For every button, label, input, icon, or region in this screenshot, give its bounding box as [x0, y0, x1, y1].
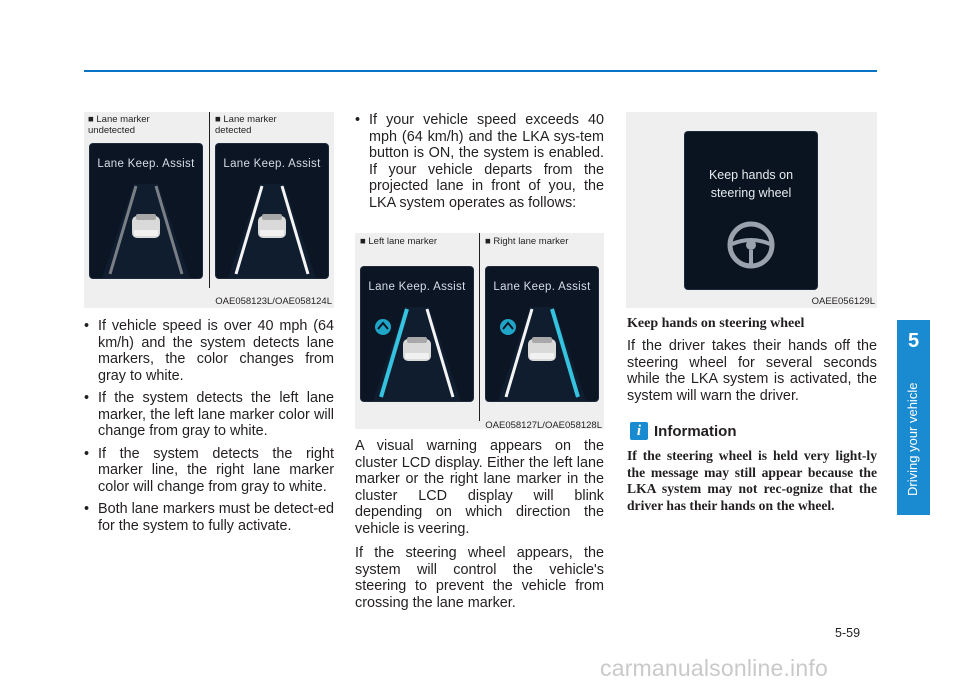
section-number: 5 [907, 330, 920, 352]
column-1-text [84, 318, 334, 540]
road-graphic [90, 144, 202, 278]
screen-title: Lane Keep. Assist [223, 158, 321, 170]
road-graphic [361, 267, 473, 401]
road-graphic [216, 144, 328, 278]
figure2-caption: OAE058127L/OAE058128L [485, 420, 602, 431]
information-title: Information [654, 422, 737, 440]
column-3-text [627, 338, 877, 412]
figure1-caption: OAE058123L/OAE058124L [215, 296, 332, 307]
steering-wheel-icon [726, 220, 776, 270]
cluster-screen-detected [216, 144, 328, 278]
section-title: Driving your vehicle [905, 382, 920, 496]
paragraph: If the driver takes their hands off the steering wheel for several seconds while the LKA system is activated, the system will warn the driver. [627, 338, 877, 404]
cluster-screen-hands-warning [685, 132, 817, 289]
figure2-tag-right: ■ Right lane marker [485, 236, 569, 247]
figure-lane-marker-detection [84, 112, 334, 308]
information-text: If the steering wheel is held very light-ly the message may still appear because the LKA system may not rec-ognize that the driver has their hands on the wheel. [627, 448, 877, 513]
cluster-screen-left-warning [361, 267, 473, 401]
figure1-tag-undetected: ■ Lane marker undetected [88, 114, 150, 136]
column-2-text [355, 438, 604, 619]
warning-message-line1: Keep hands on [708, 168, 794, 182]
watermark: carmanualsonline.info [600, 655, 828, 681]
screen-title: Lane Keep. Assist [368, 281, 466, 293]
info-icon: i [630, 422, 648, 440]
cluster-screen-right-warning [486, 267, 598, 401]
bullet-item: • If the system detects the left lane marker, the left lane marker color will change from gray to white. [84, 390, 334, 440]
bullet-item: • If vehicle speed is over 40 mph (64 km/h) and the system detects lane markers, the color changes from gray to white. [84, 318, 334, 384]
bullet-item: • If the system detects the right marker line, the right lane marker color will change from gray to white. [84, 446, 334, 496]
paragraph: If the steering wheel appears, the system will control the vehicle's steering to prevent the vehicle from crossing the lane marker. [355, 545, 604, 611]
figure2-tag-left: ■ Left lane marker [360, 236, 438, 247]
section-heading: Keep hands on steering wheel [627, 316, 805, 331]
figure2-divider [479, 233, 480, 421]
screen-title: Lane Keep. Assist [97, 158, 195, 170]
section-tab [897, 320, 930, 515]
information-heading [630, 422, 737, 440]
cluster-screen-undetected [90, 144, 202, 278]
figure3-caption: OAEE056129L [811, 296, 875, 307]
screen-title: Lane Keep. Assist [493, 281, 591, 293]
figure-lane-departure-warning [355, 233, 604, 429]
road-graphic [486, 267, 598, 401]
paragraph: A visual warning appears on the cluster LCD display. Either the left lane marker or the right lane marker in the cluster LCD display will blink depending on which direction the vehicle is veering. [355, 438, 604, 537]
page-number: 5-59 [835, 626, 861, 640]
figure1-divider [209, 112, 210, 288]
top-rule [84, 70, 877, 72]
figure1-tag-detected: ■ Lane marker detected [215, 114, 277, 136]
column-2-intro [355, 112, 604, 217]
warning-message-line2: steering wheel [710, 186, 792, 200]
bullet-item: • Both lane markers must be detect-ed for the system to fully activate. [84, 501, 334, 534]
bullet-item: • If your vehicle speed exceeds 40 mph (64 km/h) and the LKA sys-tem button is ON, the system is enabled. If your vehicle departs from the projected lane in front of you, the LKA system operates as follows: [355, 112, 604, 211]
figure-keep-hands-on-wheel [626, 112, 877, 308]
